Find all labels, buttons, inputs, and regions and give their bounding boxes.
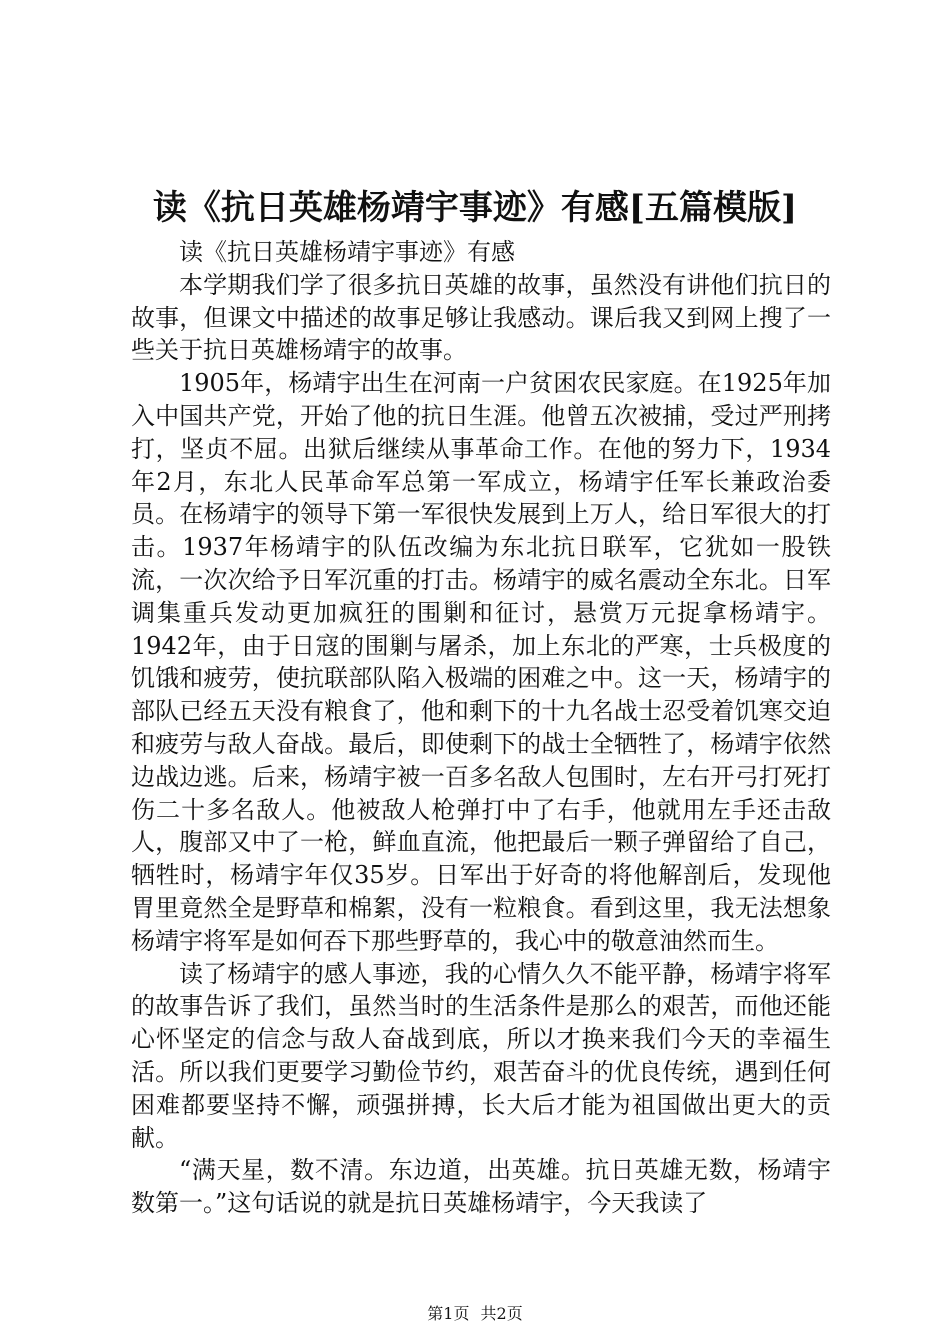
paragraph-1: 本学期我们学了很多抗日英雄的故事，虽然没有讲他们抗日的故事，但课文中描述的故事足够让我感动。课后我又到网上搜了一些关于抗日英雄杨靖宇的故事。 [131,270,831,365]
document-subtitle: 读《抗日英雄杨靖宇事迹》有感 [179,238,515,266]
paragraph-4: “满天星，数不清。东边道，出英雄。抗日英雄无数，杨靖宇数第一。”这句话说的就是抗日英雄杨靖宇，今天我读了 [131,1156,831,1218]
document-title: 读《抗日英雄杨靖宇事迹》有感[五篇模版] [152,188,798,228]
paragraph-2: 1905年，杨靖宇出生在河南一户贫困农民家庭。在1925年加入中国共产党，开始了他的抗日生涯。他曾五次被捕，受过严刑拷打，坚贞不屈。出狱后继续从事革命工作。在他的努力下，1934年2月，东北人民革命军总第一军成立，杨靖宇任军长兼政治委员。在杨靖宇的领导下第一军很快发展到上万人，给日军很大的打击。1937年杨靖宇的队伍改编为东北抗日联军，它犹如一股铁流，一次次给予日军沉重的打击。杨靖宇的威名震动全东北。日军调集重兵发动更加疯狂的围剿和征讨，悬赏万元捉拿杨靖宇。1942年，由于日寇的围剿与屠杀，加上东北的严寒，士兵极度的饥饿和疲劳，使抗联部队陷入极端的困难之中。这一天，杨靖宇的部队已经五天没有粮食了，他和剩下的十九名战士忍受着饥寒交迫和疲劳与敌人奋战。最后，即使剩下的战士全牺牲了，杨靖宇依然边战边逃。后来，杨靖宇被一百多名敌人包围时，左右开弓打死打伤二十多名敌人。他被敌人枪弹打中了右手，他就用左手还击敌人，腹部又中了一枪，鲜血直流，他把最后一颗子弹留给了自己，牺牲时，杨靖宇年仅35岁。日军出于好奇的将他解剖后，发现他胃里竟然全是野草和棉絮，没有一粒粮食。看到这里，我无法想象杨靖宇将军是如何吞下那些野草的，我心中的敬意油然而生。 [131,369,831,955]
page-footer [0,1303,950,1325]
page-total: 共2页 [480,1304,523,1323]
paragraph-3: 读了杨靖宇的感人事迹，我的心情久久不能平静，杨靖宇将军的故事告诉了我们，虽然当时的生活条件是那么的艰苦，而他还能心怀坚定的信念与敌人奋战到底，所以才换来我们今天的幸福生活。所以我们更要学习勤俭节约，艰苦奋斗的优良传统，遇到任何困难都要坚持不懈，顽强拼搏，长大后才能为祖国做出更大的贡献。 [131,959,831,1152]
document-body [131,236,831,1220]
page-number: 第1页 [427,1304,470,1323]
